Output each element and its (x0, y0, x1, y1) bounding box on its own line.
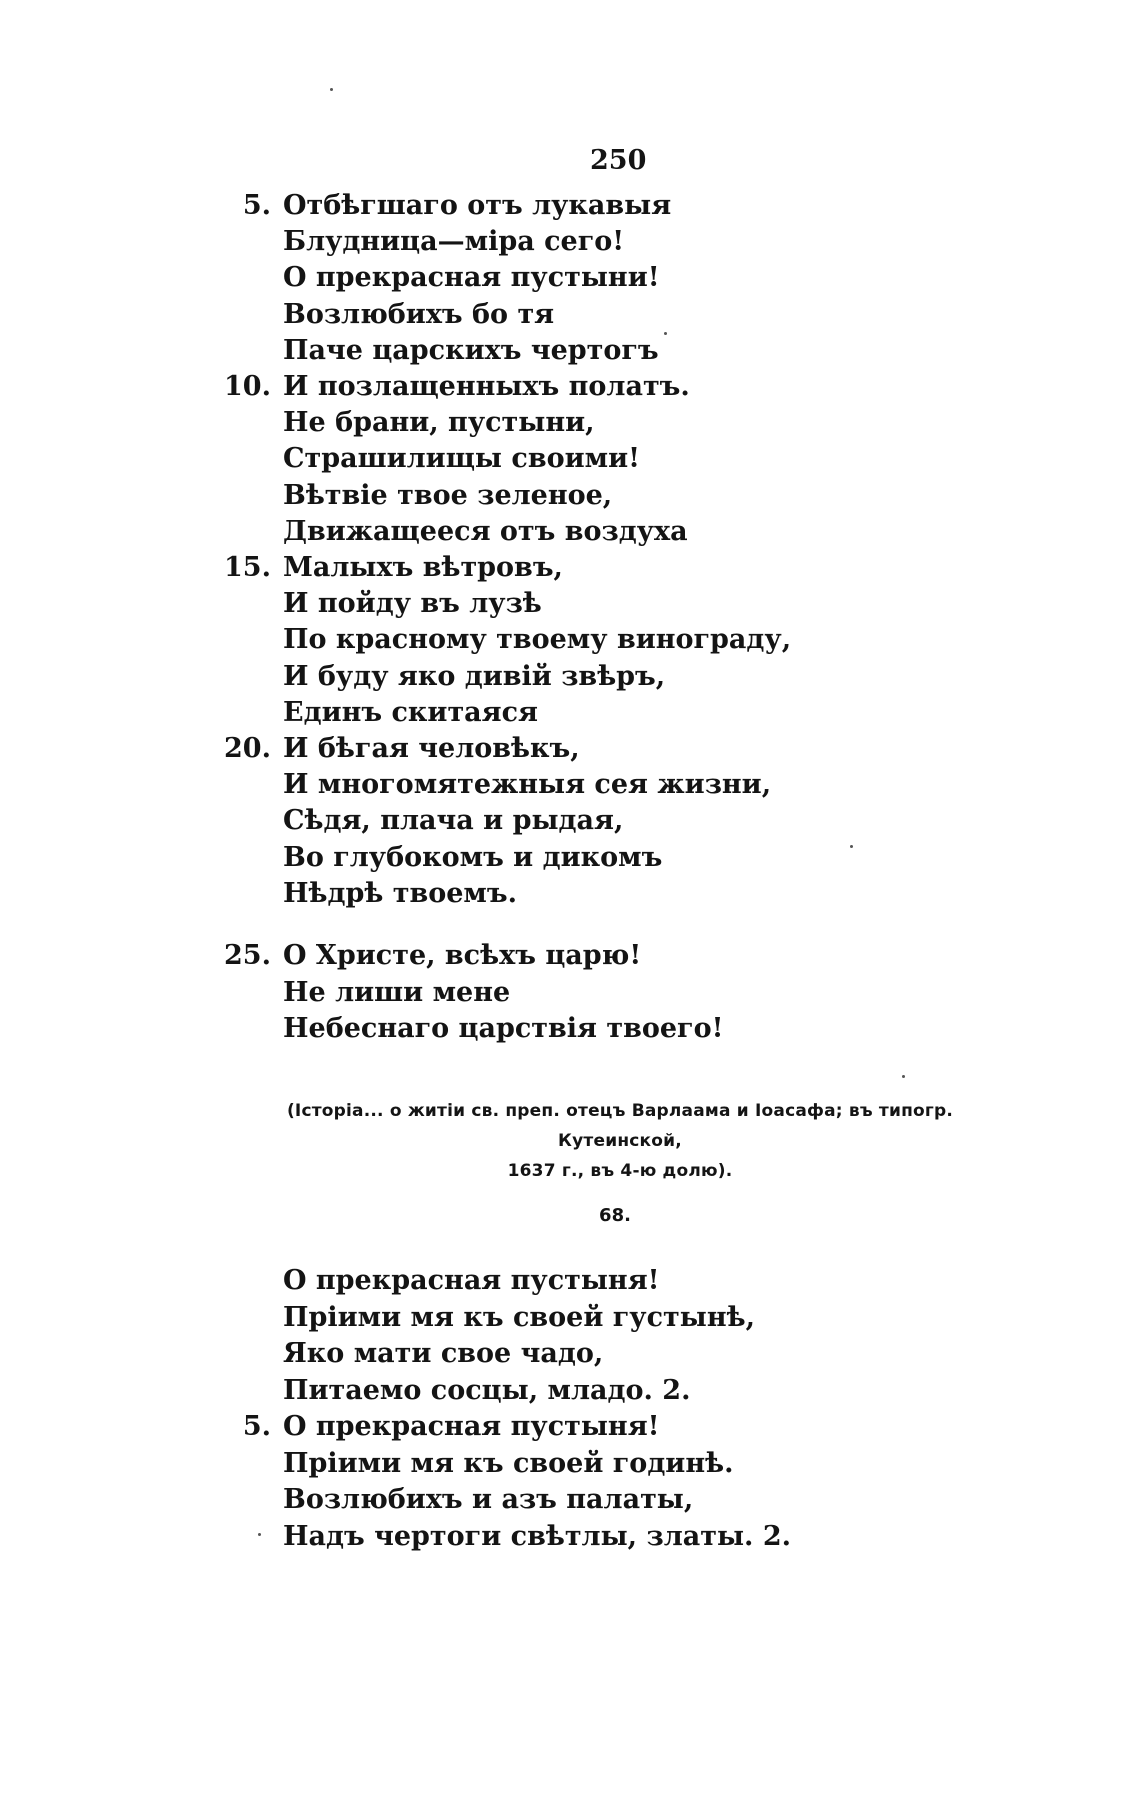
verse-line: Возлюбихъ бо тя (283, 298, 555, 330)
speck (902, 1075, 905, 1078)
verse-line: О прекрасная пустыня! (283, 1265, 660, 1296)
speck (330, 88, 333, 91)
line-number: 5. (242, 1411, 271, 1442)
verse-line: Единъ скитаяся (283, 696, 538, 728)
speck (664, 332, 667, 335)
line-number: 5. (242, 190, 271, 221)
verse-line: О прекрасная пустыня! (283, 1411, 660, 1442)
line-number: 20. (224, 733, 271, 764)
section-number: 68. (599, 1205, 631, 1226)
verse-line: О прекрасная пустыни! (283, 262, 660, 294)
citation-line-2: 1637 г., въ 4-ю долю). (507, 1161, 733, 1181)
verse-line: По красному твоему винограду, (283, 624, 792, 656)
verse-line: Питаемо сосцы, младо. 2. (283, 1374, 691, 1406)
verse-line: Малыхъ вѣтровъ, (283, 552, 563, 583)
verse-line: И бѣгая человѣкъ, (283, 733, 580, 764)
page-number: 250 (590, 145, 647, 176)
verse-line: Небеснаго царствія твоего! (283, 1013, 724, 1044)
verse-line: Не лиши мене (283, 976, 511, 1008)
line-number: 15. (224, 552, 271, 583)
speck (258, 1533, 261, 1536)
verse-line: Сѣдя, плача и рыдая, (283, 805, 624, 837)
verse-line: Во глубокомъ и дикомъ (283, 841, 663, 873)
verse-line: Страшилищы своими! (283, 443, 640, 475)
citation-line-1: (Історіа... о житіи св. преп. отецъ Варлаама и Іоасафа; въ типогр. Кутеинской, (286, 1101, 954, 1151)
verse-line: Возлюбихъ и азъ палаты, (283, 1484, 694, 1515)
line-number: 25. (224, 940, 271, 971)
verse-line: И многомятежныя сея жизни, (283, 769, 772, 801)
verse-line: Движащееся отъ воздуха (283, 515, 688, 547)
verse-line: Отбѣгшаго отъ лукавыя (283, 190, 672, 221)
verse-line: Пріими мя къ своей годинѣ. (283, 1447, 734, 1479)
verse-line: Пріими мя къ своей густынѣ, (283, 1301, 755, 1333)
verse-line: Яко мати свое чадо, (283, 1338, 604, 1369)
verse-line: И позлащенныхъ полатъ. (283, 371, 690, 402)
verse-line: Надъ чертоги свѣтлы, златы. 2. (283, 1520, 792, 1552)
verse-line: И буду яко дивій звѣръ, (283, 660, 666, 692)
verse-line: И пойду въ лузѣ (283, 588, 542, 620)
verse-line: Паче царскихъ чертогъ (283, 334, 659, 366)
line-number: 10. (224, 371, 271, 402)
source-citation (225, 1096, 1015, 1186)
verse-line: Нѣдрѣ твоемъ. (283, 877, 517, 909)
verse-line: Вѣтвіе твое зеленое, (283, 479, 613, 511)
verse-line: Не брани, пустыни, (283, 407, 595, 439)
speck (850, 845, 853, 848)
verse-line: Блудница—міра сего! (283, 226, 625, 258)
verse-line: О Христе, всѣхъ царю! (283, 940, 642, 971)
